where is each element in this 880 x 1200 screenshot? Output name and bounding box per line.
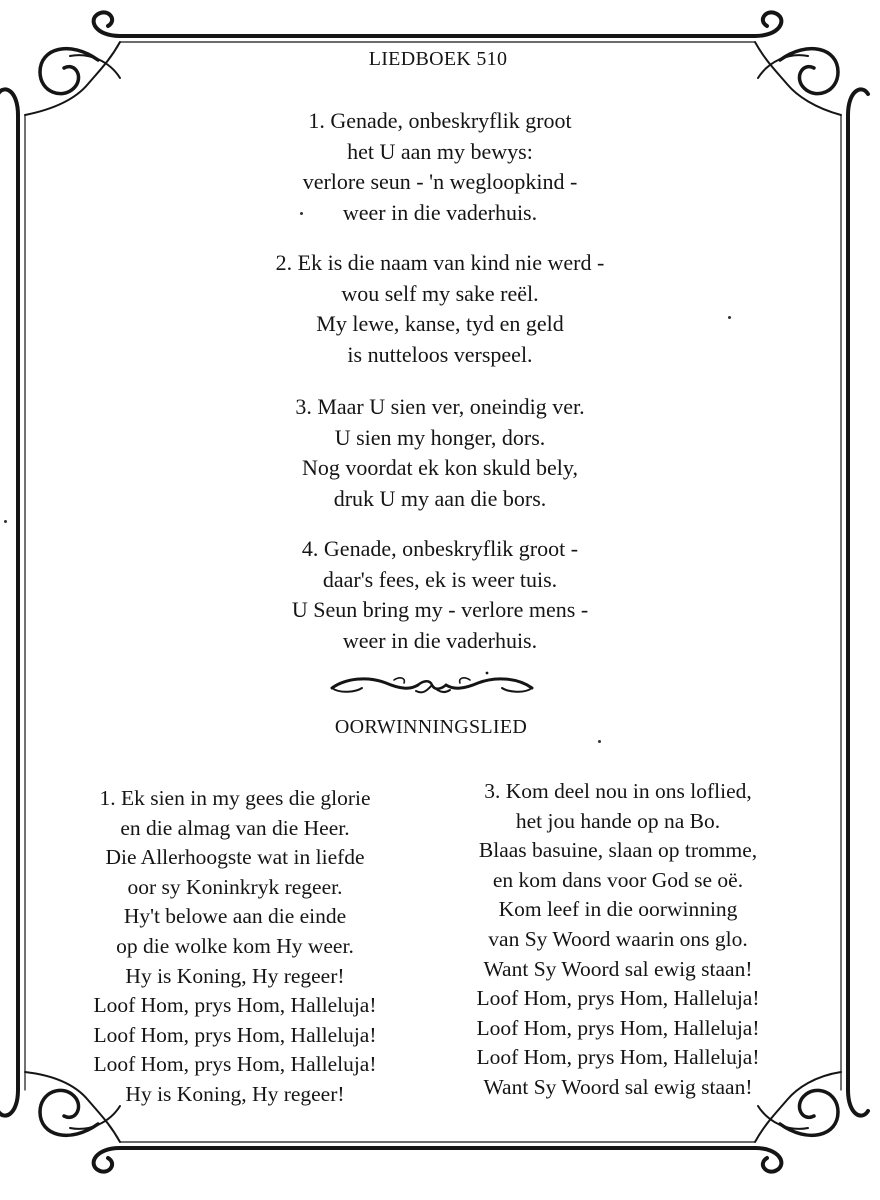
verse-line: 3. Maar U sien ver, oneindig ver. bbox=[295, 394, 585, 419]
lyric-line: van Sy Woord waarin ons glo. bbox=[488, 926, 748, 951]
lyric-line: Want Sy Woord sal ewig staan! bbox=[483, 1074, 753, 1099]
verse-line: U sien my honger, dors. bbox=[334, 424, 546, 450]
verse-line: 2. Ek is die naam van kind nie werd - bbox=[275, 250, 605, 275]
verse-line: wou self my sake reël. bbox=[341, 280, 539, 306]
lyric-line: Loof Hom, prys Hom, Halleluja! bbox=[476, 1015, 760, 1040]
verse-line: daar's fees, ek is weer tuis. bbox=[322, 566, 558, 592]
scan-speck bbox=[598, 740, 601, 743]
verse-line: U Seun bring my - verlore mens - bbox=[291, 597, 589, 622]
lyric-line: Loof Hom, prys Hom, Halleluja! bbox=[93, 1022, 377, 1047]
lyric-line: en kom dans voor God se oë. bbox=[492, 867, 744, 892]
verse-line: weer in die vaderhuis. bbox=[342, 627, 538, 653]
lyric-line: oor sy Koninkryk regeer. bbox=[127, 874, 343, 899]
lyric-line: het jou hande op na Bo. bbox=[515, 808, 721, 833]
verse-1 bbox=[0, 106, 880, 228]
lyrics-column-right bbox=[418, 777, 818, 1103]
lyric-line: Hy is Koning, Hy regeer! bbox=[125, 963, 345, 988]
lyric-line: Die Allerhoogste wat in liefde bbox=[105, 845, 365, 870]
lyric-line: Hy't belowe aan die einde bbox=[123, 904, 347, 929]
lyrics-column-left bbox=[35, 784, 435, 1110]
lyric-line: Hy is Koning, Hy regeer! bbox=[125, 1081, 345, 1106]
song-title-liedboek: LIEDBOEK 510 bbox=[368, 48, 508, 70]
lyric-line: 3. Kom deel nou in ons loflied, bbox=[484, 779, 752, 803]
scan-speck bbox=[728, 316, 731, 319]
verse-2 bbox=[0, 248, 880, 370]
verse-line: is nutteloos verspeel. bbox=[347, 341, 533, 367]
verse-line: My lewe, kanse, tyd en geld bbox=[316, 311, 564, 336]
lyric-line: Loof Hom, prys Hom, Halleluja! bbox=[93, 1052, 377, 1077]
lyric-line: op die wolke kom Hy weer. bbox=[116, 933, 354, 958]
flourish-divider bbox=[322, 668, 542, 702]
lyric-line: Want Sy Woord sal ewig staan! bbox=[483, 956, 753, 981]
lyric-line: Loof Hom, prys Hom, Halleluja! bbox=[476, 986, 760, 1011]
verse-line: het U aan my bewys: bbox=[347, 138, 533, 164]
lyric-line: Blaas basuine, slaan op tromme, bbox=[478, 838, 758, 863]
verse-3 bbox=[0, 392, 880, 514]
verse-line: druk U my aan die bors. bbox=[333, 485, 547, 511]
lyric-line: Kom leef in die oorwinning bbox=[498, 897, 738, 922]
lyric-line: 1. Ek sien in my gees die glorie bbox=[99, 786, 371, 810]
lyric-line: Loof Hom, prys Hom, Halleluja! bbox=[93, 993, 377, 1018]
verse-line: verlore seun - 'n wegloopkind - bbox=[302, 169, 578, 194]
lyric-line: en die almag van die Heer. bbox=[120, 815, 350, 840]
verse-line: Nog voordat ek kon skuld bely, bbox=[302, 455, 578, 480]
verse-4 bbox=[0, 534, 880, 656]
scan-speck bbox=[4, 520, 7, 523]
verse-line: weer in die vaderhuis. bbox=[342, 199, 538, 225]
lyric-line: Loof Hom, prys Hom, Halleluja! bbox=[476, 1045, 760, 1070]
verse-line: 1. Genade, onbeskryflik groot bbox=[308, 108, 572, 133]
verse-line: 4. Genade, onbeskryflik groot - bbox=[301, 536, 579, 561]
scan-speck bbox=[300, 212, 303, 215]
song-title-oorwinningslied: OORWINNINGSLIED bbox=[334, 716, 528, 738]
